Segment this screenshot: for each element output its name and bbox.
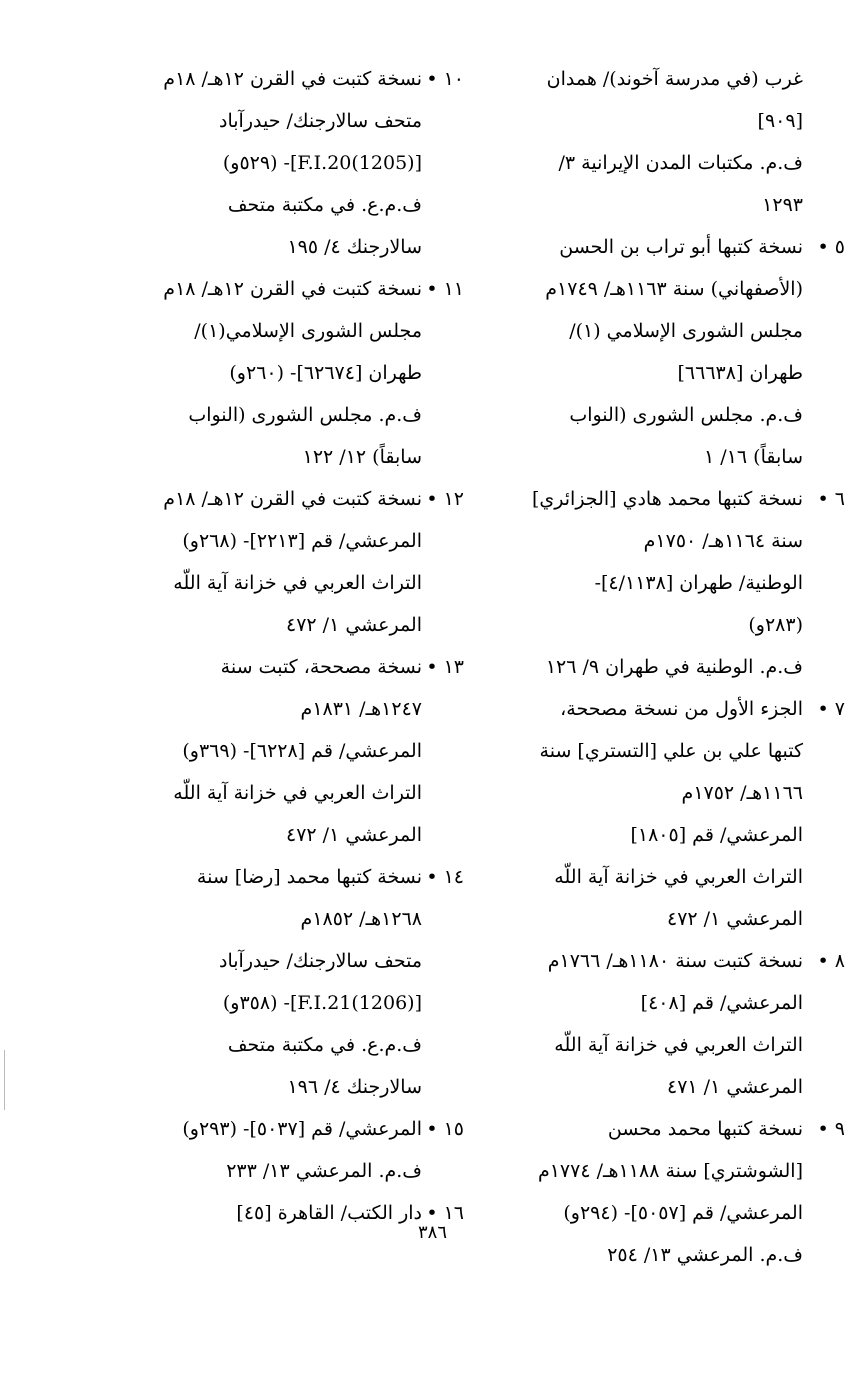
entry-line: ١٢٩٣ [762,194,803,216]
entry-line: غرب (في مدرسة آخوند)/ همدان [546,68,803,90]
entry-line: [(1206)F.I.21]- (٣٥٨و) [222,992,422,1014]
entry-line: متحف سالارجنك/ حيدرآباد [219,110,422,132]
entry-number: ١٣ • [426,656,464,678]
entry-line: المرعشي/ قم [٤٠٨] [640,992,803,1014]
entry-line: المرعشي/ قم [١٨٠٥] [630,824,803,846]
entry-line: المرعشي/ قم [٦٢٢٨]- (٣٦٩و) [182,740,422,762]
entry-number: ٥ • [817,236,845,258]
entry-line: سالارجنك ٤/ ١٩٦ [287,1076,422,1098]
entry-line: ١٠ • نسخة كتبت في القرن ١٢هـ/ ١٨م [84,58,422,100]
page-number: ٣٨٦ [417,1222,447,1243]
entry-number: ١٠ • [426,68,464,90]
entry-line: سابقاً) ١٢/ ١٢٢ [302,446,422,468]
list-item [468,58,803,226]
entry-line: ١٤ • نسخة كتبها محمد [رضا] سنة [84,856,422,898]
list-item [84,646,464,856]
entry-line: ١١ • نسخة كتبت في القرن ١٢هـ/ ١٨م [84,268,422,310]
entry-line: سابقاً) ١٦/ ١ [704,446,803,468]
entry-line: المرعشي ١/ ٤٧٢ [286,614,422,636]
entry-line: سنة ١١٦٤هـ/ ١٧٥٠م [643,530,803,552]
entry-line: (٢٨٣و) [748,614,803,636]
list-item [468,478,845,688]
entry-line: ١٥ • المرعشي/ قم [٥٠٣٧]- (٢٩٣و) [84,1108,422,1150]
list-item [468,688,845,940]
entry-line: ف.م. المرعشي ١٣/ ٢٥٤ [607,1244,803,1266]
entry-line: (الأصفهاني) سنة ١١٦٣هـ/ ١٧٤٩م [545,278,803,300]
entry-line: ف.م.ع. في مكتبة متحف [227,194,422,216]
entry-line: ف.م. الوطنية في طهران ٩/ ١٢٦ [545,656,803,678]
entry-line: التراث العربي في خزانة آية اللّه [554,866,803,888]
entry-number: ١١ • [426,278,464,300]
entry-number: ٧ • [817,698,845,720]
entry-line: مجلس الشورى الإسلامي(١)/ [194,320,422,342]
entry-number: ١٥ • [426,1118,464,1140]
list-item [84,1108,464,1192]
entry-line: ٦ • نسخة كتبها محمد هادي [الجزائري] [468,478,803,520]
entry-line: كتبها علي بن علي [التستري] سنة [539,740,803,762]
list-item [84,268,464,478]
entry-line: ف.م. مكتبات المدن الإيرانية ٣/ [558,152,803,174]
entry-line: ١٣ • نسخة مصححة، كتبت سنة [84,646,422,688]
entry-line: الوطنية/ طهران [٤/١١٣٨]- [594,572,803,594]
list-item [468,940,845,1108]
entry-line: متحف سالارجنك/ حيدرآباد [219,950,422,972]
right-column [468,58,845,1276]
entry-line: ٩ • نسخة كتبها محمد محسن [468,1108,803,1150]
entry-line: طهران [٦٢٦٧٤]- (٢٦٠و) [229,362,422,384]
entry-line: ٧ • الجزء الأول من نسخة مصححة، [468,688,803,730]
scan-edge-divider [4,1050,5,1110]
entry-number: ١٦ • [426,1202,464,1224]
list-item [84,856,464,1108]
entry-line: ٨ • نسخة كتبت سنة ١١٨٠هـ/ ١٧٦٦م [468,940,803,982]
entry-line: [(1205)F.I.20]- (٥٢٩و) [222,152,422,174]
entry-line: [٩٠٩] [757,110,803,132]
entry-line: المرعشي/ قم [٢٢١٣]- (٢٦٨و) [182,530,422,552]
entry-number: ٨ • [817,950,845,972]
entry-line: المرعشي ١/ ٤٧١ [667,1076,803,1098]
entry-number: ١٤ • [426,866,464,888]
entry-line: [الشوشتري] سنة ١١٨٨هـ/ ١٧٧٤م [537,1160,803,1182]
entry-line: ١٢٦٨هـ/ ١٨٥٢م [300,908,422,930]
entry-line: ١٢ • نسخة كتبت في القرن ١٢هـ/ ١٨م [84,478,422,520]
entry-number: ٩ • [817,1118,845,1140]
entry-line: ١٦ • دار الكتب/ القاهرة [٤٥] [84,1192,422,1234]
entry-line: ١١٦٦هـ/ ١٧٥٢م [681,782,803,804]
entry-line: ف.م. مجلس الشورى (النواب [188,404,422,426]
entry-line: المرعشي/ قم [٥٠٥٧]- (٢٩٤و) [563,1202,803,1224]
list-item [468,1108,845,1276]
entry-line: التراث العربي في خزانة آية اللّه [554,1034,803,1056]
entry-line: المرعشي ١/ ٤٧٢ [667,908,803,930]
entry-line: ٥ • نسخة كتبها أبو تراب بن الحسن [468,226,803,268]
entry-line: ف.م.ع. في مكتبة متحف [227,1034,422,1056]
entry-line: المرعشي ١/ ٤٧٢ [286,824,422,846]
list-item [84,478,464,646]
entry-number: ٦ • [817,488,845,510]
entry-line: مجلس الشورى الإسلامي (١)/ [569,320,803,342]
entry-line: ف.م. المرعشي ١٣/ ٢٣٣ [226,1160,422,1182]
entry-line: ف.م. مجلس الشورى (النواب [569,404,803,426]
entry-line: التراث العربي في خزانة آية اللّه [173,782,422,804]
entry-line: سالارجنك ٤/ ١٩٥ [287,236,422,258]
entry-line: ١٢٤٧هـ/ ١٨٣١م [300,698,422,720]
entry-line: التراث العربي في خزانة آية اللّه [173,572,422,594]
list-item [468,226,845,478]
entry-number: ١٢ • [426,488,464,510]
list-item [84,58,464,268]
entry-line: طهران [٦٦٦٣٨] [677,362,803,384]
